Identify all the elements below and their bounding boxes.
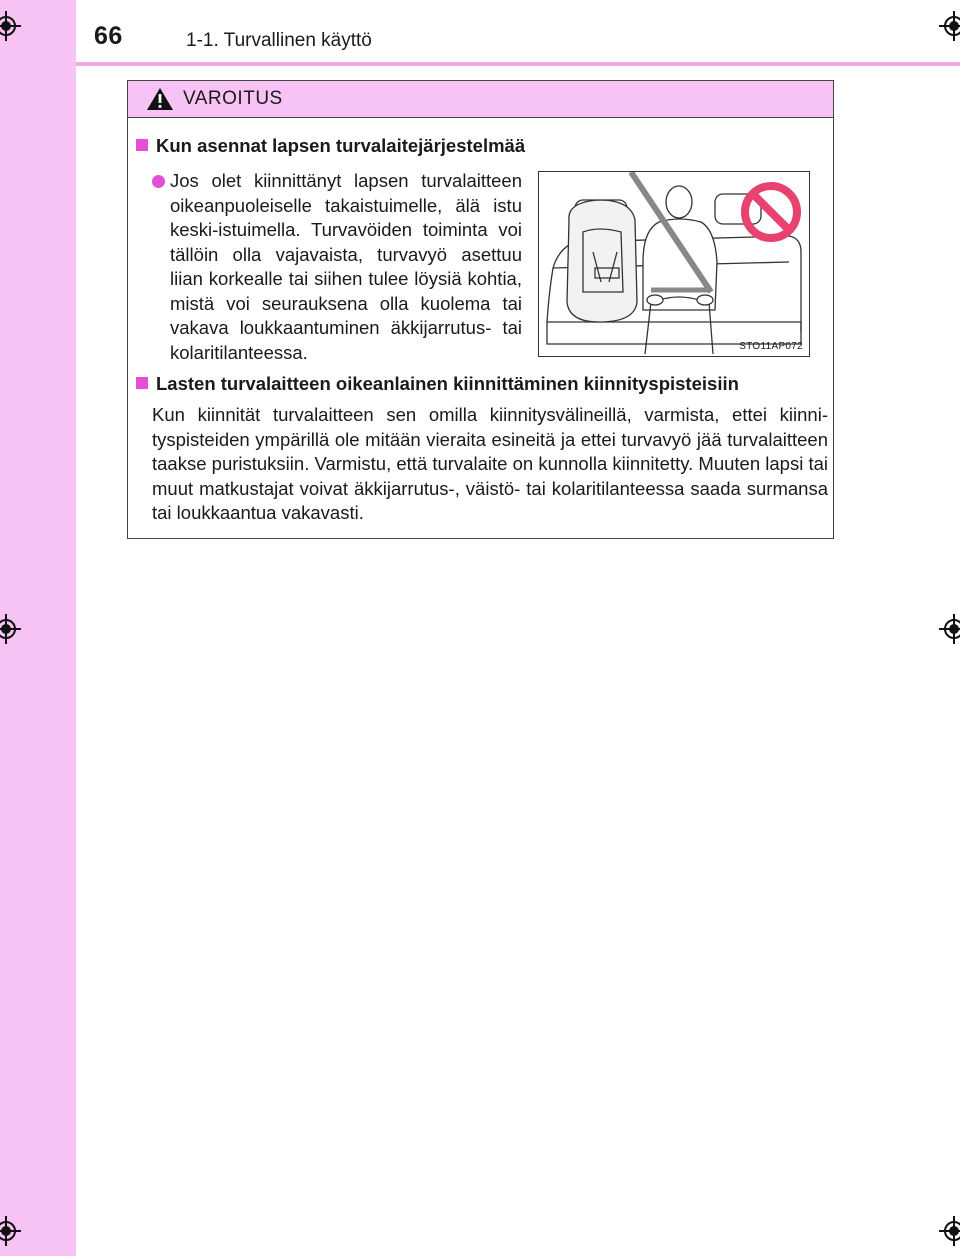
warning-header (128, 81, 833, 118)
child-seat-figure (539, 172, 809, 356)
square-bullet-icon (136, 377, 148, 389)
round-bullet-icon (152, 175, 165, 188)
heading-text: Lasten turvalaitteen oikeanlainen kiinnittäminen kiinnityspisteisiin (156, 373, 739, 394)
section-title: 1-1. Turvallinen käyttö (186, 30, 372, 51)
body-paragraph: Kun kiinnität turvalaitteen sen omilla kiinnitysvälineillä, varmista, ettei kiinnityspisteiden ympärillä ole mitään vieraita esineitä ja ettei turvavyö jää turvalaitteen taakse puristuksiin. Varmistu, että turvalaite on kunnolla kiinnitetty. Muuten lapsi tai muut matkustajat voivat äkkijarrutus-, väistö- tai kolaritilanteessa saada surmansa tai loukkaantua vakavasti. (152, 404, 828, 523)
registration-mark-icon (939, 1216, 960, 1246)
registration-mark-icon (0, 1216, 21, 1246)
warning-box (127, 80, 834, 539)
section-heading (136, 135, 525, 157)
seat-illustration (538, 171, 810, 357)
registration-mark-icon (939, 11, 960, 41)
warning-triangle-icon (146, 87, 174, 111)
section-heading (136, 373, 739, 395)
heading-text: Kun asennat lapsen turvalaitejärjestelmää (156, 135, 526, 156)
page-number: 66 (94, 22, 123, 50)
registration-mark-icon (939, 614, 960, 644)
square-bullet-icon (136, 139, 148, 151)
warning-title: VAROITUS (183, 88, 283, 109)
registration-mark-icon (0, 11, 21, 41)
bullet-paragraph: Jos olet kiinnittänyt lapsen turvalaitteen oikeanpuoleiselle takaistuimelle, älä istu keski-istuimella. Turvavöiden toiminta voi tällöin olla vajavaista, turvavyö asettuu liian korkealle tai siihen tulee löysiä kohtia, mistä voi seurauksena olla kuolema tai vakava loukkaantuminen äkkijarrutus- tai kolaritilanteessa. (170, 170, 522, 363)
registration-mark-icon (0, 614, 21, 644)
header-rule (76, 62, 960, 66)
figure-id: STO11AP072 (739, 341, 803, 352)
prohibition-icon (745, 186, 797, 238)
